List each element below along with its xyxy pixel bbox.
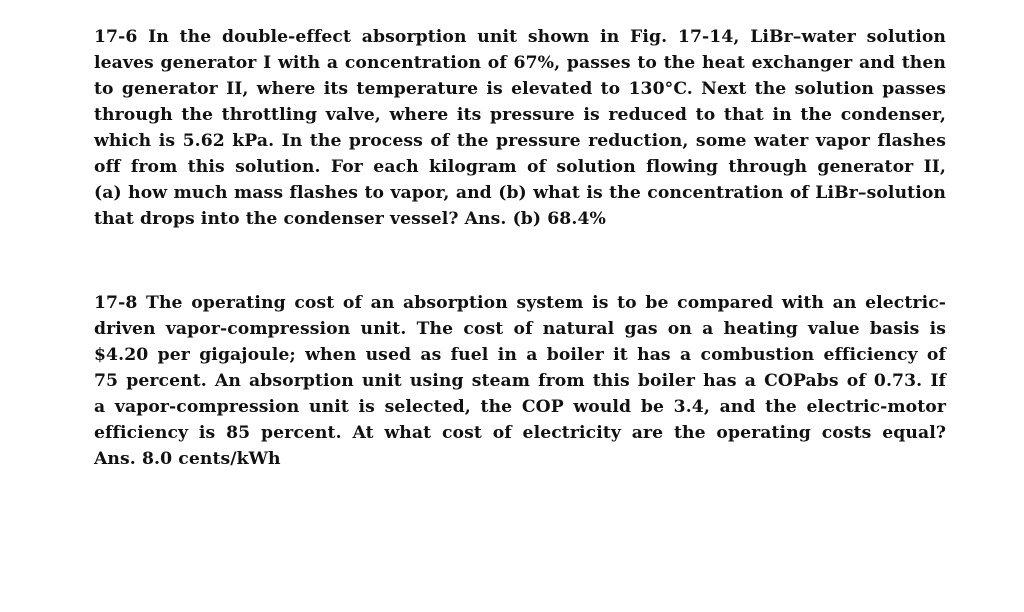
problem-line: $4.20 per gigajoule; when used as fuel in a boiler it has a combustion efficiency of [94,345,946,365]
problem-line: 17-8 The operating cost of an absorption system is to be compared with an electric- [94,293,946,313]
problem-line: (a) how much mass flashes to vapor, and (b) what is the concentration of LiBr–solution [94,183,946,203]
problem-line: driven vapor-compression unit. The cost of natural gas on a heating value basis is [94,319,946,339]
problem-line: Ans. 8.0 cents/kWh [94,449,281,469]
problem-line: leaves generator I with a concentration of 67%, passes to the heat exchanger and then [94,53,946,73]
problem-line: a vapor-compression unit is selected, the COP would be 3.4, and the electric-motor [94,397,946,417]
problem-line: that drops into the condenser vessel? Ans. (b) 68.4% [94,209,606,229]
problem-17-6 [94,24,946,232]
problem-line: which is 5.62 kPa. In the process of the pressure reduction, some water vapor flashes [94,131,946,151]
problem-line: through the throttling valve, where its pressure is reduced to that in the condenser, [94,105,946,125]
problem-number: 17-6 [94,27,138,47]
problem-17-8 [94,290,946,472]
problem-line: off from this solution. For each kilogram of solution flowing through generator II, [94,157,946,177]
problem-line: 75 percent. An absorption unit using steam from this boiler has a COPabs of 0.73. If [94,371,946,391]
problem-line: efficiency is 85 percent. At what cost of electricity are the operating costs equal? [94,423,946,443]
problem-line: to generator II, where its temperature is elevated to 130°C. Next the solution passes [94,79,946,99]
problem-number: 17-8 [94,293,138,313]
problem-line: 17-6 In the double-effect absorption unit shown in Fig. 17-14, LiBr–water solution [94,27,946,47]
